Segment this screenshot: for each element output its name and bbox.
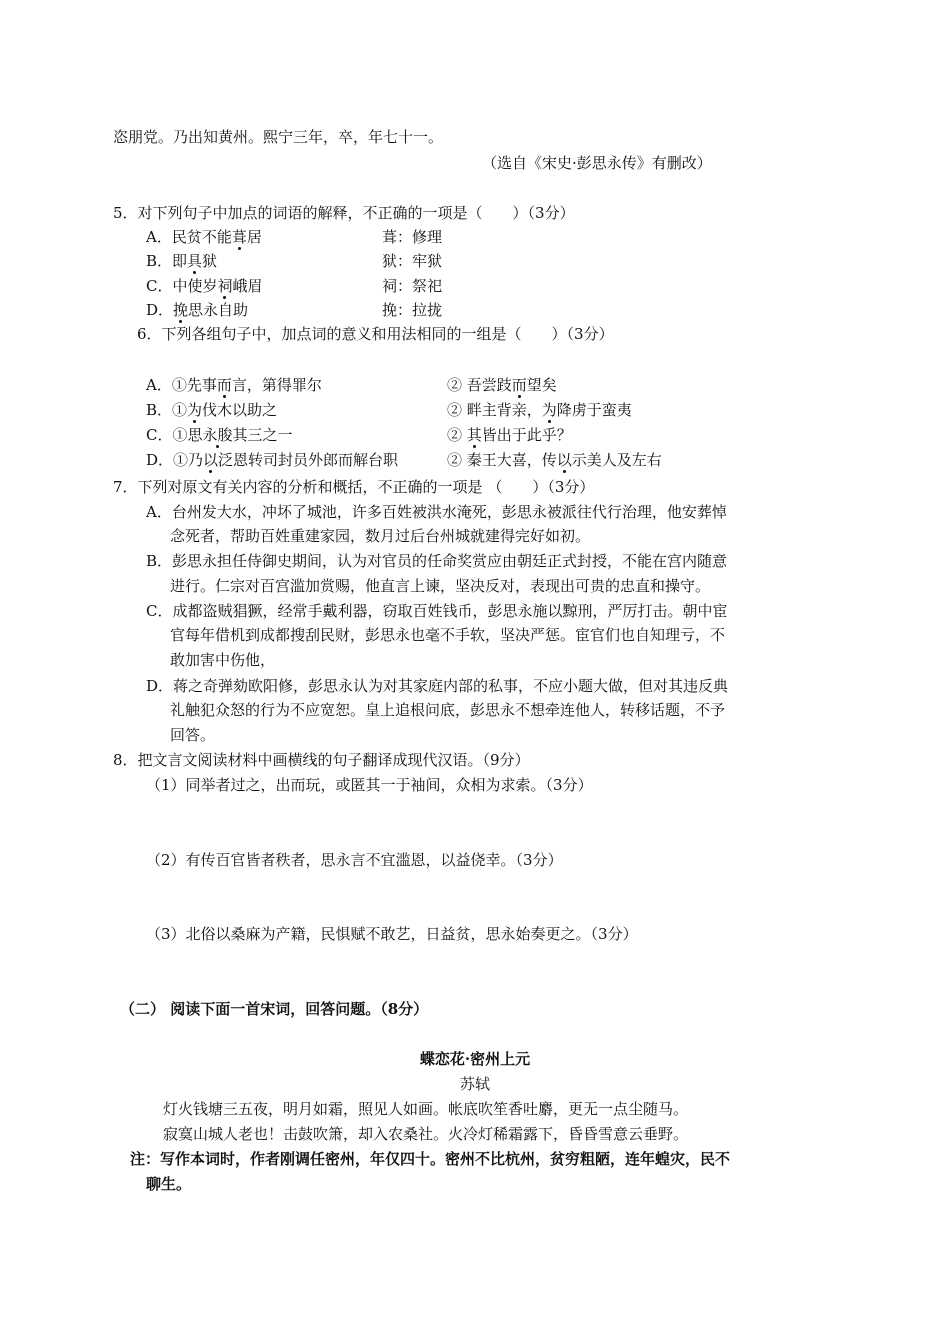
question-7-option-c-line2: 官每年借机到成都搜刮民财，彭思永也毫不手软，坚决严惩。宦官们也自知理亏，不 [170,626,726,644]
question-5-option-a: A．民贫不能葺居 葺：修理 [146,228,443,246]
question-6-option-a: A．①先事而言，第得罪尔 ② 吾尝跂而望矣 [146,376,557,394]
question-7-option-a-line2: 念死者，帮助百姓重建家园，数月过后台州城就建得完好如初。 [170,527,591,545]
question-8-stem: 8．把文言文阅读材料中画横线的句子翻译成现代汉语。（9分） [113,751,530,769]
question-7-option-b-line2: 进行。仁宗对百宫滥加赏赐，他直言上谏，坚决反对，表现出可贵的忠直和操守。 [170,577,711,595]
question-5-option-d: D．挽思永自助 挽：拉拢 [146,301,443,319]
question-7-option-d-line3: 回答。 [170,726,216,744]
continued-text-line: 恣朋党。乃出知黄州。熙宁三年，卒，年七十一。 [113,128,444,146]
question-7-option-c-line3: 敢加害中伤他， [170,651,276,669]
poem-line-1: 灯火钱塘三五夜，明月如霜，照见人如画。帐底吹笙香吐麝，更无一点尘随马。 [163,1100,689,1118]
question-6-option-b: B．①为伐木以助之 ② 畔主背亲，为降虏于蛮夷 [146,401,632,419]
poem-note-line2: 聊生。 [146,1175,192,1193]
poem-note-line1: 注：写作本词时，作者刚调任密州，年仅四十。密州不比杭州，贫穷粗陋，连年蝗灾，民不 [130,1150,731,1168]
question-7-option-c-line1: C．成都盗贼猖獗，经常手戴利器，窃取百姓钱币，彭思永施以黥刑，严厉打击。朝中宦 [146,602,728,620]
question-8-item-1: （1）同举者过之，出而玩，或匿其一于袖间，众相为求索。（3分） [146,776,593,794]
poem-title: 蝶恋花·密州上元 [419,1050,531,1068]
question-5-stem: 5．对下列句子中加点的词语的解释，不正确的一项是（ ）（3分） [113,204,575,222]
question-7-option-d-line1: D．蒋之奇弹劾欧阳修，彭思永认为对其家庭内部的私事，不应小题大做，但对其违反典 [146,677,729,695]
question-7-stem: 7．下列对原文有关内容的分析和概括，不正确的一项是 （ ）（3分） [113,478,595,496]
source-citation: （选自《宋史·彭思永传》有删改） [482,154,712,172]
question-7-option-b-line1: B．彭思永担任侍御史期间，认为对官员的任命奖赏应由朝廷正式封授，不能在宫内随意 [146,552,728,570]
question-5-option-b: B．即具狱 狱：牢狱 [146,252,443,270]
question-6-option-c: C．①思永朘其三之一 ② 其皆出于此乎？ [146,426,572,444]
question-6-option-d: D．①乃以泛恩转司封员外郎而解台职 ② 秦王大喜，传以示美人及左右 [146,451,662,469]
question-8-item-2: （2）有传百官皆者秩者，思永言不宜滥恩，以益侥幸。（3分） [146,851,563,869]
question-6-stem: 6．下列各组句子中，加点词的意义和用法相同的一组是（ ）（3分） [137,325,614,343]
question-5-option-c: C．中使岁祠峨眉 祠：祭祀 [146,277,443,295]
question-7-option-d-line2: 礼触犯众怒的行为不应宽恕。皇上追根问底，彭思永不想牵连他人，转移话题，不予 [170,701,726,719]
poem-author: 苏轼 [459,1075,490,1093]
poem-line-2: 寂寞山城人老也！击鼓吹箫，却入农桑社。火冷灯稀霜露下，昏昏雪意云垂野。 [163,1125,689,1143]
section-2-heading: （二） 阅读下面一首宋词，回答问题。（8分） [120,1000,429,1018]
question-7-option-a-line1: A．台州发大水，冲坏了城池，许多百姓被洪水淹死，彭思永被派往代行治理，他安葬悼 [146,503,727,521]
question-8-item-3: （3）北俗以桑麻为产籍，民惧赋不敢艺，日益贫，思永始奏更之。（3分） [146,925,638,943]
